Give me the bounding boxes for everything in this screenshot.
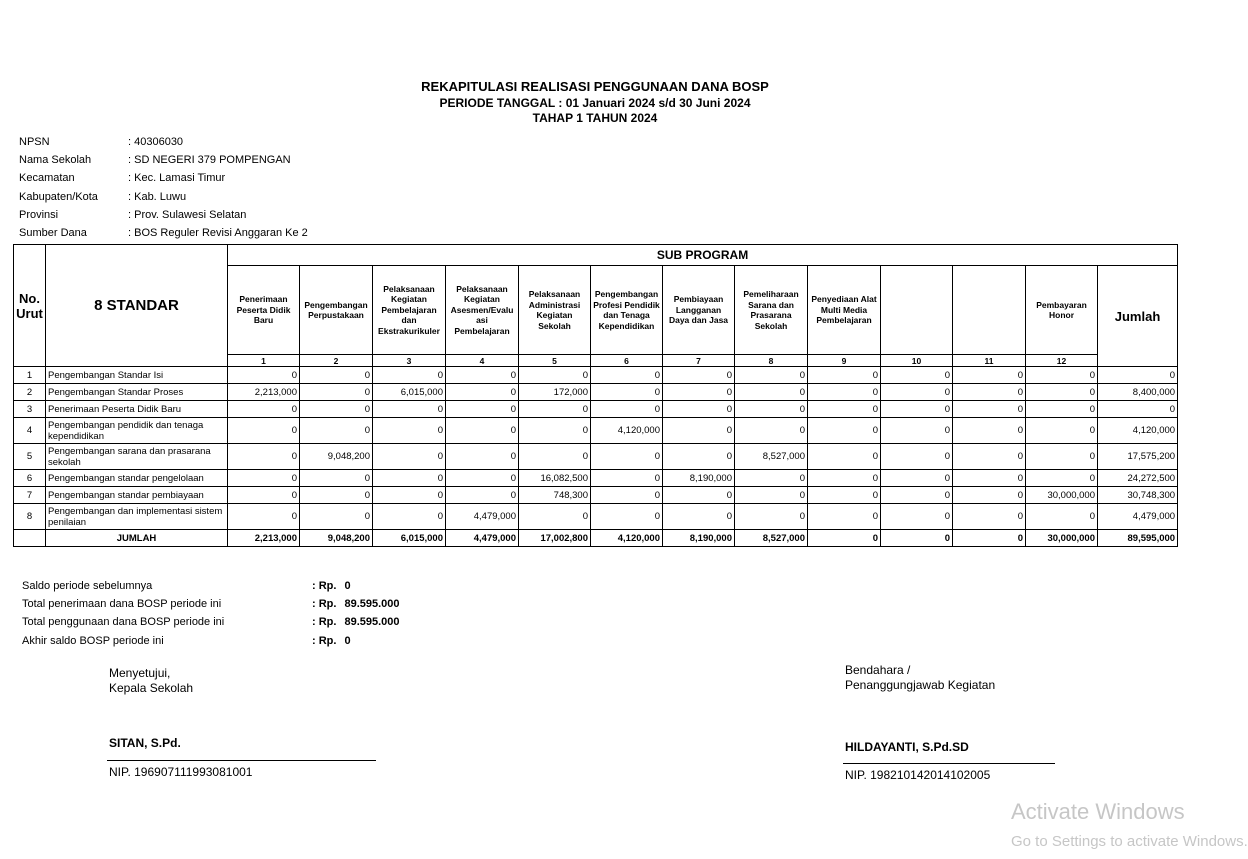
saldo-amount: 0 (344, 634, 351, 647)
row-value-cell: 8,190,000 (663, 470, 735, 487)
row-value-cell: 0 (735, 401, 808, 418)
row-value-cell: 0 (735, 470, 808, 487)
row-value-cell: 0 (519, 418, 591, 444)
info-label: Provinsi (19, 208, 59, 221)
row-standard-name: Pengembangan standar pengelolaan (46, 470, 228, 487)
row-value-cell: 0 (953, 487, 1026, 504)
left-role-line2: Kepala Sekolah (109, 681, 194, 695)
col-header-label: Pengembangan Profesi Pendidik dan Tenaga Kependidikan (591, 266, 663, 355)
right-signer-name: HILDAYANTI, S.Pd.SD (845, 740, 969, 754)
total-value-cell: 8,190,000 (663, 530, 735, 547)
row-value-cell: 0 (373, 367, 446, 384)
info-row (19, 188, 308, 206)
row-value-cell: 0 (881, 504, 953, 530)
row-value-cell: 0 (881, 470, 953, 487)
col-header-number: 6 (591, 355, 663, 367)
row-value-cell: 0 (446, 470, 519, 487)
saldo-row (22, 595, 400, 613)
saldo-prefix: : Rp. (312, 580, 337, 593)
saldo-value (312, 616, 400, 628)
row-value-cell: 0 (808, 384, 881, 401)
left-signature-line (107, 760, 376, 761)
row-number: 5 (14, 444, 46, 470)
saldo-row (22, 577, 400, 595)
row-value-cell: 0 (881, 418, 953, 444)
row-value-cell: 0 (228, 367, 300, 384)
row-value-cell: 0 (953, 470, 1026, 487)
row-value-cell: 0 (881, 487, 953, 504)
total-value-cell: 8,527,000 (735, 530, 808, 547)
row-total-cell: 30,748,300 (1098, 487, 1178, 504)
left-signer-nip: NIP. 196907111993081001 (109, 765, 253, 779)
col-header-number: 4 (446, 355, 519, 367)
col-header-number: 11 (953, 355, 1026, 367)
recap-table (13, 244, 1178, 547)
row-value-cell: 0 (735, 384, 808, 401)
row-standard-name: Pengembangan Standar Isi (46, 367, 228, 384)
info-row (19, 169, 308, 187)
row-value-cell: 0 (663, 384, 735, 401)
row-value-cell: 0 (591, 444, 663, 470)
table-row (14, 444, 1178, 470)
table-row (14, 418, 1178, 444)
row-value-cell: 0 (808, 504, 881, 530)
right-role-line2: Penanggungjawab Kegiatan (845, 678, 996, 692)
row-value-cell: 0 (808, 418, 881, 444)
row-total-cell: 17,575,200 (1098, 444, 1178, 470)
row-value-cell: 0 (591, 401, 663, 418)
row-value-cell: 0 (953, 504, 1026, 530)
saldo-label: Saldo periode sebelumnya (22, 580, 153, 593)
saldo-prefix: : Rp. (312, 616, 337, 629)
row-standard-name: Pengembangan Standar Proses (46, 384, 228, 401)
saldo-value (312, 598, 400, 610)
row-value-cell: 0 (663, 487, 735, 504)
total-value-cell: 4,120,000 (591, 530, 663, 547)
row-total-cell: 24,272,500 (1098, 470, 1178, 487)
row-value-cell: 0 (373, 418, 446, 444)
saldo-value (312, 635, 351, 647)
row-value-cell: 0 (228, 418, 300, 444)
row-value-cell: 0 (373, 444, 446, 470)
right-role-line1: Bendahara / (845, 663, 911, 677)
saldo-label: Total penggunaan dana BOSP periode ini (22, 616, 225, 629)
row-value-cell: 0 (663, 444, 735, 470)
row-value-cell: 0 (735, 418, 808, 444)
row-value-cell: 6,015,000 (373, 384, 446, 401)
col-header-jumlah: Jumlah (1098, 266, 1178, 367)
row-value-cell: 0 (228, 470, 300, 487)
row-value-cell: 0 (735, 504, 808, 530)
table-row (14, 470, 1178, 487)
row-value-cell: 0 (591, 367, 663, 384)
grand-total-cell: 89,595,000 (1098, 530, 1178, 547)
total-row-label: JUMLAH (46, 530, 228, 547)
info-row (19, 151, 308, 169)
col-header-label: Pengembangan Perpustakaan (300, 266, 373, 355)
right-signature-line (843, 763, 1055, 764)
row-value-cell: 0 (1026, 384, 1098, 401)
row-value-cell: 0 (663, 418, 735, 444)
row-value-cell: 0 (446, 384, 519, 401)
row-value-cell: 0 (373, 401, 446, 418)
row-value-cell: 0 (300, 401, 373, 418)
row-value-cell: 0 (881, 444, 953, 470)
row-value-cell: 0 (735, 487, 808, 504)
row-total-cell: 8,400,000 (1098, 384, 1178, 401)
col-header-standar: 8 STANDAR (46, 245, 228, 367)
row-value-cell: 30,000,000 (1026, 487, 1098, 504)
row-value-cell: 0 (446, 401, 519, 418)
row-standard-name: Pengembangan sarana dan prasarana sekolah (46, 444, 228, 470)
row-number: 6 (14, 470, 46, 487)
activate-windows-title: Activate Windows (1011, 799, 1185, 824)
row-value-cell: 0 (228, 401, 300, 418)
row-value-cell: 0 (953, 444, 1026, 470)
col-header-number: 10 (881, 355, 953, 367)
row-value-cell: 0 (735, 367, 808, 384)
left-role-line1: Menyetujui, (109, 666, 171, 680)
col-header-number: 9 (808, 355, 881, 367)
row-value-cell: 0 (519, 504, 591, 530)
row-value-cell: 172,000 (519, 384, 591, 401)
col-header-label (953, 266, 1026, 355)
col-header-number: 5 (519, 355, 591, 367)
info-row (19, 206, 308, 224)
row-total-cell: 4,479,000 (1098, 504, 1178, 530)
total-value-cell: 30,000,000 (1026, 530, 1098, 547)
saldo-prefix: : Rp. (312, 634, 337, 647)
row-value-cell: 0 (300, 487, 373, 504)
row-value-cell: 0 (1026, 470, 1098, 487)
saldo-prefix: : Rp. (312, 598, 337, 611)
saldo-row (22, 632, 400, 650)
table-row (14, 367, 1178, 384)
row-value-cell: 16,082,500 (519, 470, 591, 487)
table-row (14, 384, 1178, 401)
info-label: Kecamatan (19, 172, 75, 185)
row-value-cell: 0 (808, 401, 881, 418)
info-value: : Kec. Lamasi Timur (128, 172, 226, 185)
row-value-cell: 0 (591, 470, 663, 487)
col-header-label: Penyediaan Alat Multi Media Pembelajaran (808, 266, 881, 355)
report-title: REKAPITULASI REALISASI PENGGUNAAN DANA BOSP (421, 79, 769, 94)
row-standard-name: Pengembangan dan implementasi sistem penilaian (46, 504, 228, 530)
row-value-cell: 0 (663, 367, 735, 384)
info-value: : Prov. Sulawesi Selatan (128, 208, 247, 221)
col-header-label (881, 266, 953, 355)
table-row (14, 504, 1178, 530)
row-value-cell: 0 (953, 367, 1026, 384)
activate-windows-subtitle: Go to Settings to activate Windows. (1011, 833, 1248, 850)
col-header-label: Penerimaan Peserta Didik Baru (228, 266, 300, 355)
total-row-blank (14, 530, 46, 547)
row-total-cell: 4,120,000 (1098, 418, 1178, 444)
total-value-cell: 0 (808, 530, 881, 547)
row-value-cell: 0 (808, 444, 881, 470)
total-value-cell: 0 (881, 530, 953, 547)
report-stage: TAHAP 1 TAHUN 2024 (532, 111, 658, 125)
info-value: : SD NEGERI 379 POMPENGAN (128, 154, 291, 167)
total-value-cell: 2,213,000 (228, 530, 300, 547)
col-header-label: Pelaksanaan Administrasi Kegiatan Sekolah (519, 266, 591, 355)
info-label: Sumber Dana (19, 227, 87, 240)
row-total-cell: 0 (1098, 401, 1178, 418)
total-value-cell: 4,479,000 (446, 530, 519, 547)
col-header-label: Pelaksanaan Kegiatan Pembelajaran dan Ekstrakurikuler (373, 266, 446, 355)
row-number: 4 (14, 418, 46, 444)
row-value-cell: 0 (446, 444, 519, 470)
saldo-label: Total penerimaan dana BOSP periode ini (22, 598, 222, 611)
row-value-cell: 0 (881, 384, 953, 401)
col-header-label: Pembiayaan Langganan Daya dan Jasa (663, 266, 735, 355)
row-value-cell: 0 (591, 487, 663, 504)
row-standard-name: Penerimaan Peserta Didik Baru (46, 401, 228, 418)
info-label: Kabupaten/Kota (19, 190, 98, 203)
row-number: 1 (14, 367, 46, 384)
row-number: 8 (14, 504, 46, 530)
info-row (19, 224, 308, 242)
col-header-no: No. Urut (14, 245, 46, 367)
row-value-cell: 2,213,000 (228, 384, 300, 401)
saldo-amount: 89.595.000 (344, 598, 400, 611)
row-standard-name: Pengembangan pendidik dan tenaga kependidikan (46, 418, 228, 444)
row-value-cell: 0 (446, 418, 519, 444)
info-value: : Kab. Luwu (128, 190, 187, 203)
row-value-cell: 0 (300, 418, 373, 444)
signature-left (109, 666, 193, 696)
row-number: 7 (14, 487, 46, 504)
saldo-label: Akhir saldo BOSP periode ini (22, 634, 164, 647)
row-value-cell: 8,527,000 (735, 444, 808, 470)
total-value-cell: 9,048,200 (300, 530, 373, 547)
row-value-cell: 0 (1026, 401, 1098, 418)
row-value-cell: 0 (519, 367, 591, 384)
saldo-row (22, 613, 400, 631)
report-period: PERIODE TANGGAL : 01 Januari 2024 s/d 30 Juni 2024 (439, 96, 751, 110)
right-signer-nip: NIP. 198210142014102005 (845, 768, 991, 782)
row-value-cell: 0 (1026, 418, 1098, 444)
col-header-label: Pemeliharaan Sarana dan Prasarana Sekolah (735, 266, 808, 355)
col-header-number: 1 (228, 355, 300, 367)
col-header-number: 7 (663, 355, 735, 367)
row-value-cell: 0 (881, 367, 953, 384)
row-value-cell: 0 (663, 401, 735, 418)
row-standard-name: Pengembangan standar pembiayaan (46, 487, 228, 504)
total-value-cell: 0 (953, 530, 1026, 547)
left-signer-name: SITAN, S.Pd. (109, 736, 181, 750)
row-value-cell: 0 (300, 504, 373, 530)
row-value-cell: 0 (373, 470, 446, 487)
row-value-cell: 0 (808, 367, 881, 384)
row-value-cell: 0 (591, 504, 663, 530)
row-value-cell: 0 (591, 384, 663, 401)
saldo-value (312, 580, 351, 592)
school-info (19, 133, 308, 242)
saldo-amount: 89.595.000 (344, 616, 400, 629)
row-value-cell: 9,048,200 (300, 444, 373, 470)
row-value-cell: 0 (446, 487, 519, 504)
table-row (14, 487, 1178, 504)
row-value-cell: 0 (228, 444, 300, 470)
info-label: Nama Sekolah (19, 154, 92, 167)
row-value-cell: 0 (519, 444, 591, 470)
col-header-number: 12 (1026, 355, 1098, 367)
row-value-cell: 0 (446, 367, 519, 384)
row-value-cell: 0 (881, 401, 953, 418)
row-value-cell: 0 (808, 470, 881, 487)
row-number: 3 (14, 401, 46, 418)
row-value-cell: 0 (519, 401, 591, 418)
info-row (19, 133, 308, 151)
row-value-cell: 4,120,000 (591, 418, 663, 444)
row-value-cell: 0 (373, 504, 446, 530)
row-value-cell: 0 (300, 367, 373, 384)
row-value-cell: 0 (373, 487, 446, 504)
info-value: : BOS Reguler Revisi Anggaran Ke 2 (128, 227, 308, 240)
total-value-cell: 6,015,000 (373, 530, 446, 547)
total-value-cell: 17,002,800 (519, 530, 591, 547)
signature-right (845, 663, 995, 693)
row-total-cell: 0 (1098, 367, 1178, 384)
row-value-cell: 0 (1026, 367, 1098, 384)
row-value-cell: 748,300 (519, 487, 591, 504)
col-header-number: 2 (300, 355, 373, 367)
col-header-label: Pembayaran Honor (1026, 266, 1098, 355)
total-row (14, 530, 1178, 547)
info-label: NPSN (19, 136, 50, 149)
row-number: 2 (14, 384, 46, 401)
row-value-cell: 0 (953, 401, 1026, 418)
row-value-cell: 0 (1026, 504, 1098, 530)
row-value-cell: 0 (228, 487, 300, 504)
row-value-cell: 0 (300, 384, 373, 401)
info-value: : 40306030 (128, 136, 184, 149)
row-value-cell: 0 (1026, 444, 1098, 470)
row-value-cell: 0 (953, 418, 1026, 444)
row-value-cell: 0 (300, 470, 373, 487)
saldo-summary (22, 577, 400, 650)
col-header-number: 8 (735, 355, 808, 367)
row-value-cell: 0 (808, 487, 881, 504)
row-value-cell: 0 (953, 384, 1026, 401)
sub-program-header: SUB PROGRAM (228, 245, 1178, 266)
row-value-cell: 0 (228, 504, 300, 530)
col-header-number: 3 (373, 355, 446, 367)
table-row (14, 401, 1178, 418)
saldo-amount: 0 (344, 580, 351, 593)
col-header-label: Pelaksanaan Kegiatan Asesmen/Evalu asi Pembelajaran (446, 266, 519, 355)
row-value-cell: 4,479,000 (446, 504, 519, 530)
row-value-cell: 0 (663, 504, 735, 530)
